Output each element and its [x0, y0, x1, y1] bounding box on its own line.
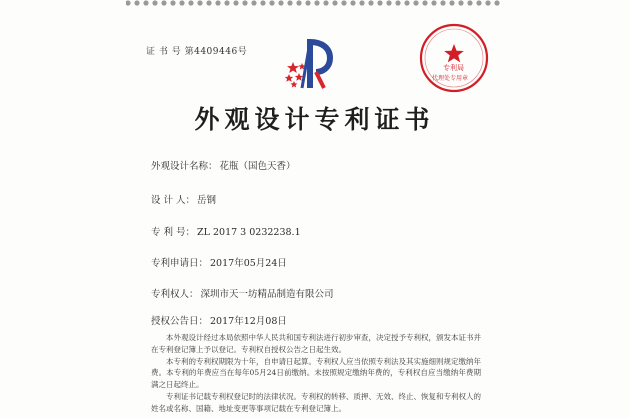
field-patentee: [151, 286, 334, 300]
top-border-ornament: [126, 0, 503, 8]
border-ornament-dot: [404, 0, 409, 5]
border-ornament-dot: [179, 0, 184, 5]
border-ornament-dot: [458, 0, 463, 5]
border-ornament-dot: [449, 0, 454, 5]
border-ornament-dot: [126, 0, 131, 5]
border-ornament-dot: [188, 0, 193, 5]
border-ornament-dot: [278, 0, 283, 5]
border-ornament-dot: [440, 0, 445, 5]
border-ornament-dot: [494, 0, 499, 5]
border-ornament-dot: [161, 0, 166, 5]
border-ornament-dot: [368, 0, 373, 5]
field-value: 2017年05月24日: [210, 258, 287, 269]
certificate-number-label: 证 书 号: [146, 47, 182, 57]
border-ornament-dot: [350, 0, 355, 5]
border-ornament-dot: [323, 0, 328, 5]
border-ornament-dot: [386, 0, 391, 5]
border-ornament-dot: [296, 0, 301, 5]
field-label: 专利权人：: [151, 289, 199, 300]
field-application-date: [151, 255, 287, 269]
seal-main-text: 专利局: [443, 64, 464, 72]
border-ornament-dot: [269, 0, 274, 5]
border-ornament-dot: [170, 0, 175, 5]
border-ornament-dot: [467, 0, 472, 5]
certificate-number-value: 第4409446号: [184, 47, 248, 57]
field-value: 岳钢: [197, 195, 217, 206]
border-ornament-dot: [134, 0, 139, 5]
field-designer: [151, 192, 216, 206]
border-ornament-dot: [287, 0, 292, 5]
border-ornament-dot: [332, 0, 337, 5]
border-ornament-dot: [197, 0, 202, 5]
field-design-name: [151, 158, 296, 172]
field-label: 专 利 号：: [151, 227, 196, 238]
body-paragraph: 本外观设计经过本局依照中华人民共和国专利法进行初步审查，决定授予专利权，颁发本证书并在专利登记簿上予以登记。专利权自授权公告之日起生效。: [151, 333, 481, 354]
seal-ring-icon: [418, 22, 490, 94]
field-label: 专利申请日：: [151, 258, 209, 269]
page-title: 外观设计专利证书: [194, 105, 435, 134]
border-ornament-dot: [413, 0, 418, 5]
certificate-body-text: [151, 332, 481, 415]
border-ornament-dot: [305, 0, 310, 5]
field-grant-date: [151, 313, 287, 327]
border-ornament-dot: [395, 0, 400, 5]
border-ornament-dot: [260, 0, 265, 5]
border-ornament-dot: [215, 0, 220, 5]
border-ornament-dot: [242, 0, 247, 5]
body-paragraph: 本专利的专利权期限为十年，自申请日起算。专利权人应当依照专利法及其实施细则规定缴纳年费。本专利的年费应当在每年05月24日前缴纳。未按照规定缴纳年费的，专利权自应当缴纳年费期满之日起终止。: [151, 356, 481, 390]
border-ornament-dot: [485, 0, 490, 5]
field-label: 设 计 人：: [151, 195, 196, 206]
border-ornament-dot: [476, 0, 481, 5]
border-ornament-dot: [431, 0, 436, 5]
border-ornament-dot: [233, 0, 238, 5]
patent-office-emblem-icon: [280, 34, 342, 90]
border-ornament-dot: [224, 0, 229, 5]
border-ornament-dot: [359, 0, 364, 5]
border-ornament-dot: [152, 0, 157, 5]
border-ornament-dot: [422, 0, 427, 5]
official-seal: [418, 22, 490, 94]
certificate-number: [146, 44, 247, 57]
field-value: 2017年12月08日: [210, 316, 287, 327]
border-ornament-dot: [206, 0, 211, 5]
field-value: 花瓶（国色天香）: [219, 161, 296, 172]
field-label: 授权公告日：: [151, 316, 209, 327]
border-ornament-dot: [341, 0, 346, 5]
field-value: ZL 2017 3 0232238.1: [197, 227, 301, 238]
field-value: 深圳市天一坊精品制造有限公司: [200, 289, 334, 300]
field-patent-number: [151, 224, 301, 238]
border-ornament-dot: [251, 0, 256, 5]
border-ornament-dot: [377, 0, 382, 5]
border-ornament-dot: [143, 0, 148, 5]
field-label: 外观设计名称：: [151, 161, 218, 172]
body-paragraph: 专利证书记载专利权登记时的法律状况。专利权的转移、质押、无效、终止、恢复和专利权人的姓名或名称、国籍、地址变更等事项记载在专利登记簿上。: [151, 391, 481, 413]
seal-sub-text: 代理处专用章: [432, 75, 469, 82]
border-ornament-dot: [314, 0, 319, 5]
